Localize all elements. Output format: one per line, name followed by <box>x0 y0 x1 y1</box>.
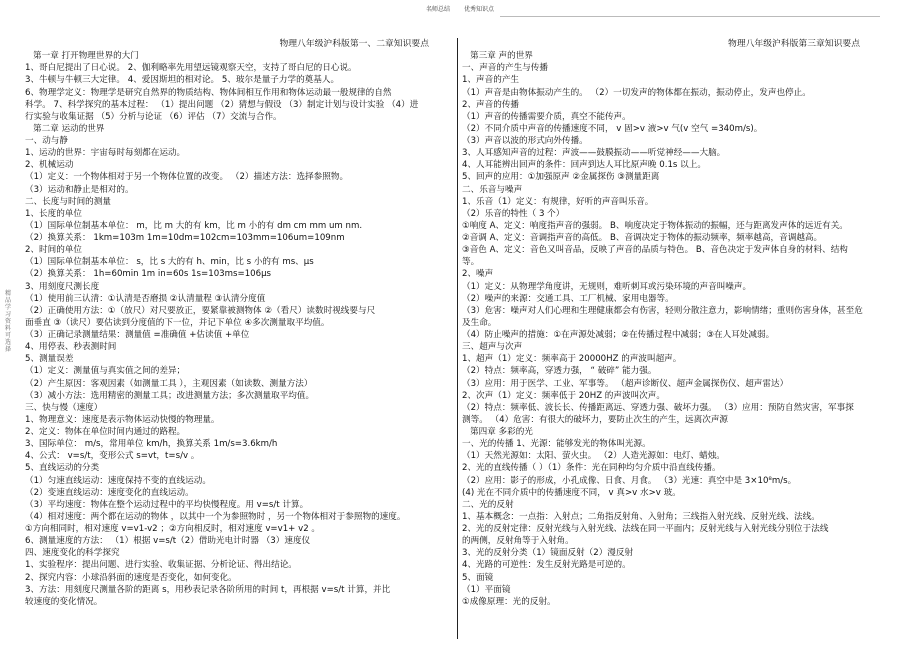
right-column-line: （2）不同介质中声音的传播速度不同， v 固>v 液>v 气(v 空气 =340m/s)。 <box>462 123 763 134</box>
left-column-line: （2）正确使用方法：①（放尺）对尺要放正，要紧靠被测物体 ②（看尺）读数时视线要与尺 <box>25 305 376 316</box>
right-column-line: （3）应用：用于医学、工业、军事等。 （超声诊断仪、超声金属探伤仪、超声雷达） <box>462 378 789 389</box>
left-column-line: 1、实验程序：提出问题、进行实验、收集证据、分析论证、得出结论。 <box>25 560 297 571</box>
right-column-line: 5、面镜 <box>462 572 494 583</box>
left-column-line: 5、测量误差 <box>25 354 74 365</box>
left-column-line: 二、长度与时间的测量 <box>25 196 111 207</box>
left-column-line: 3、方法：用刻度尺测量各阶的距离 s，用秒表记录各阶所用的时间 t，再根据 v=s/t 计算，并比 <box>25 584 391 595</box>
left-column-line: 行实验与收集证据 （5）分析与论证 （6）评估 （7）交流与合作。 <box>25 111 282 122</box>
left-column-line: 4、用停表、秒表测时间 <box>25 342 117 353</box>
right-column-line: （1）平面镜 <box>462 584 511 595</box>
right-column-line: （3）危害：噪声对人们心理和生理健康都会有伤害，轻则分散注意力，影响情绪；重则伤害身体，甚至危 <box>462 305 863 316</box>
right-column-line: 1、超声（1）定义：频率高于 20000HZ 的声波叫超声。 <box>462 354 682 365</box>
left-column-line: （4）相对速度：两个都在运动的物体 ，以其中一个为参照物时 ，另一个物体相对于参照物的速度。 <box>25 511 406 522</box>
right-column-line: 及生命。 <box>462 317 497 328</box>
right-column-line: 2、声音的传播 <box>462 99 520 110</box>
right-column-line: 5、回声的应用：①加强原声 ②金属探伤 ③测量距离 <box>462 172 660 183</box>
left-column-line: 第一章 打开物理世界的大门 <box>33 51 139 62</box>
left-column-line: （1）定义：测量值与真实值之间的差异； <box>25 366 186 377</box>
right-column-line: ①响度 A、定义：响度指声音的强弱。 B、响度决定于物体振动的振幅，还与距离发声体的远近有关。 <box>462 220 848 231</box>
right-column-line: 二、光的反射 <box>462 499 514 510</box>
right-column-line: 2、噪声 <box>462 269 494 280</box>
left-column-line: （2）产生原因：客观因素（如测量工具 ），主观因素（如读数、测量方法） <box>25 378 313 389</box>
left-column-line: 科学。 7、科学探究的基本过程： （1）提出问题 （2）猜想与假设 （3）制定计划与设计实验 （4）进 <box>25 99 419 110</box>
right-column-line: 3、人耳感知声音的过程：声波——鼓膜振动——听觉神经——大脑。 <box>462 148 726 159</box>
right-column-line: （2）特点：频率低、波长长、传播距离远、穿透力强、破坏力强。 （3）应用：预防自然灾害，军事探 <box>462 402 854 413</box>
left-column-line: 1、运动的世界：宇宙每时每刻都在运动。 <box>25 148 186 159</box>
right-column-line: 4、光路的可逆性：发生反射光路是可逆的。 <box>462 560 631 571</box>
right-column-line: 测等。 （4）危害：有很大的破坏力，要防止次生的产生，远离次声源 <box>462 414 729 425</box>
right-column-line: 2、光的直线传播（ ）（1）条件：光在同种均匀介质中沿直线传播。 <box>462 463 721 474</box>
left-column-line: 三、快与慢（速度） <box>25 402 103 413</box>
left-column-line: 面垂直 ③（读尺）要估读到分度值的下一位，并记下单位 ④多次测量取平均值。 <box>25 317 330 328</box>
right-column-line: 三、超声与次声 <box>462 342 523 353</box>
left-column-line: 1、长度的单位 <box>25 208 83 219</box>
left-column-line: 3、用刻度尺测长度 <box>25 281 100 292</box>
page-header <box>0 4 920 13</box>
right-column-line: （1）声音的传播需要介质，真空不能传声。 <box>462 111 631 122</box>
right-column-line: （1）定义：从物理学角度讲，无规则，难听刺耳或污染环境的声音叫噪声。 <box>462 281 752 292</box>
left-column-line: （3）减小方法：选用精密的测量工具；改进测量方法；多次测量取平均值。 <box>25 390 315 401</box>
right-column-line: 4、人耳能辨出回声的条件：回声到达人耳比原声晚 0.1s 以上。 <box>462 160 706 171</box>
header-right-text: 优秀知识点 <box>463 6 494 13</box>
left-column-line: （1）国际单位制基本单位： s，比 s 大的有 h、min，比 s 小的有 ms、μs <box>25 257 314 268</box>
left-column-line: （2）换算关系： 1h=60min 1m in=60s 1s=103ms=106μs <box>25 269 272 280</box>
right-column-line: 第四章 多彩的光 <box>470 427 533 437</box>
right-column-line: ①成像原理：光的反射。 <box>462 596 556 607</box>
left-column-line: 2、定义：物体在单位时间内通过的路程。 <box>25 427 186 437</box>
right-column-line: 的两侧，反射角等于入射角。 <box>462 536 574 547</box>
left-column-line: （2）换算关系： 1km=103m 1m=10dm=102cm=103mm=106um=109nm <box>25 233 345 243</box>
right-column-line: （3）声音以波的形式向外传播。 <box>462 136 588 146</box>
left-column-line: （3）正确记录测量结果：测量值 =准确值 +估读值 +单位 <box>25 330 250 340</box>
right-column-line: 3、光的反射分类（1）镜面反射（2）漫反射 <box>462 548 634 559</box>
right-column-line: 二、乐音与噪声 <box>462 184 523 195</box>
left-column-line: （3）平均速度：物体在整个运动过程中的平均快慢程度。用 v=s/t 计算。 <box>25 499 309 510</box>
left-column-line: 6、测量速度的方法： （1）根据 v=s/t（2）借助光电计时器 （3）速度仪 <box>25 536 311 547</box>
sidebar-note: 精品学习资料可选择 <box>5 290 12 353</box>
left-column-line: （1）定义：一个物体相对于另一个物体位置的改变。 （2）描述方法：选择参照物。 <box>25 172 349 183</box>
left-column-line: 4、公式： v=s/t，变形公式 s=vt，t=s/v 。 <box>25 451 200 462</box>
left-column-line: 1、物理意义：速度是表示物体运动快慢的物理量。 <box>25 414 220 425</box>
right-column-line: （2）乐音的特性（ 3 个） <box>462 208 565 219</box>
left-column-line: 较速度的变化情况。 <box>25 596 103 607</box>
left-column-line: 2、时间的单位 <box>25 245 83 256</box>
right-column-line: （1）声音是由物体振动产生的。 （2）一切发声的物体都在振动，振动停止，发声也停止。 <box>462 87 811 98</box>
right-column-line: ②音调 A、定义：音调指声音的高低。 B、音调决定于物体的振动频率，频率越高，音调越高。 <box>462 233 823 243</box>
right-column-line: ③音色 A、定义：音色又叫音品，反映了声音的品质与特色。 B、音色决定于发声体自身的材料、结构 <box>462 245 848 256</box>
left-column <box>25 38 449 608</box>
left-column-line: 6、物理学定义：物理学是研究自然界的物质结构、物体间相互作用和物体运动最一般规律的自然 <box>25 87 392 98</box>
right-column-line: （2）应用：影子的形成，小孔成像、日食、月食。 （3）光速：真空中是 3×10⁸m/s。 <box>462 475 797 486</box>
left-column-line: ①方向相同时，相对速度 v=v1-v2 ；②方向相反时，相对速度 v=v1+ v2 。 <box>25 524 320 534</box>
left-column-line: 3、国际单位： m/s，常用单位 km/h，换算关系 1m/s=3.6km/h <box>25 439 278 450</box>
left-column-line: （1）使用前三认清：①认清是否磨损 ②认清量程 ③认清分度值 <box>25 293 266 304</box>
right-column <box>462 38 880 608</box>
left-column-line: （3）运动和静止是相对的。 <box>25 184 134 195</box>
right-column-line: (4) 光在不同介质中的传播速度不同， v 真>v 水>v 玻。 <box>462 487 681 498</box>
left-column-line: 1、哥白尼提出了日心说。 2、伽利略率先用望远镜观察天空，支持了哥白尼的日心说。 <box>25 63 357 74</box>
left-column-line: 一、动与静 <box>25 136 68 146</box>
left-column-line: 2、机械运动 <box>25 160 74 171</box>
right-column-line: 1、声音的产生 <box>462 75 520 86</box>
right-column-line: （2）噪声的来源：交通工具、工厂机械、家用电器等。 <box>462 293 674 304</box>
left-column-title: 物理八年级沪科版第一、二章知识要点 <box>279 39 429 49</box>
right-column-line: 1、乐音（1）定义：有规律，好听的声音叫乐音。 <box>462 196 654 207</box>
right-column-line: 一、光的传播 1、光源：能够发光的物体叫光源。 <box>462 439 651 450</box>
left-column-line: 5、直线运动的分类 <box>25 463 100 474</box>
column-divider <box>457 38 458 639</box>
right-column-line: （2）特点：频率高，穿透力强， “ 破碎” 能力强。 <box>462 366 657 377</box>
header-rule <box>500 16 880 17</box>
left-column-line: 第二章 运动的世界 <box>33 123 105 134</box>
right-column-line: 1、基本概念：一点指：入射点；二角指反射角、入射角；三线指入射光线、反射光线、法线。 <box>462 511 820 522</box>
right-column-title: 物理八年级沪科版第三章知识要点 <box>728 39 860 49</box>
right-column-line: 第三章 声的世界 <box>470 51 533 62</box>
right-column-line: 等。 <box>462 257 480 268</box>
header-left-text: 名师总结 <box>426 6 451 13</box>
right-column-line: （4）防止噪声的措施：①在声源处减弱；②在传播过程中减弱；③在人耳处减弱。 <box>462 330 775 340</box>
left-column-line: （1）匀速直线运动：速度保持不变的直线运动。 <box>25 475 211 486</box>
right-column-line: 2、次声（1）定义：频率低于 20HZ 的声波叫次声。 <box>462 390 665 401</box>
left-column-line: 四、速度变化的科学探究 <box>25 548 120 559</box>
left-column-line: （1）国际单位制基本单位： m，比 m 大的有 km，比 m 小的有 dm cm mm um nm. <box>25 220 363 231</box>
right-column-line: 2、光的反射定律：反射光线与入射光线、法线在同一平面内；反射光线与入射光线分别位于法线 <box>462 524 829 534</box>
left-column-line: （2）变速直线运动：速度变化的直线运动。 <box>25 487 194 498</box>
left-column-line: 3、牛顿与牛顿三大定律。 4、爱因斯坦的相对论。 5、玻尔是量子力学的奠基人。 <box>25 75 340 86</box>
right-column-line: （1）天然光源如：太阳、萤火虫。 （2）人造光源如：电灯、蜡烛。 <box>462 451 725 462</box>
right-column-line: 一、声音的产生与传播 <box>462 63 548 74</box>
left-column-line: 2、探究内容：小球沿斜面的速度是否变化，如何变化。 <box>25 572 237 583</box>
